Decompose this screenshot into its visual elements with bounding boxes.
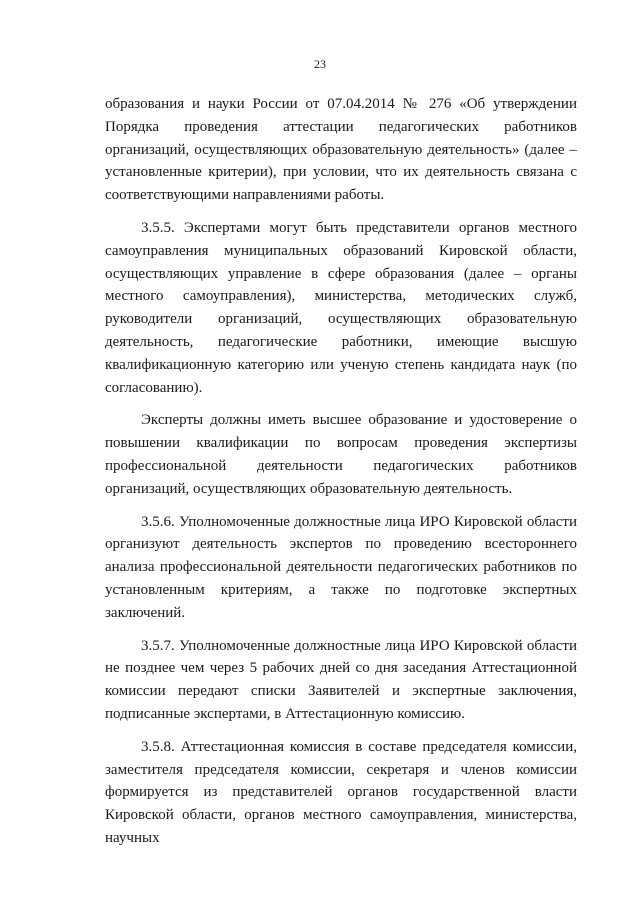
paragraph-3-5-7: 3.5.7. Уполномоченные должностные лица ИРО Кировской области не позднее чем через 5 рабочих дней со дня заседания Аттестационной комиссии передают списки Заявителей и экспертные заключения, подписанные экспертами, в Аттестационную комиссию. [105,637,577,722]
paragraph-3-5-6: 3.5.6. Уполномоченные должностные лица ИРО Кировской области организуют деятельность экспертов по проведению всестороннего анализа профессиональной деятельности педагогических работников по установленным критериям, а также по подготовке экспертных заключений. [105,513,577,621]
paragraph-3-5-5: 3.5.5. Экспертами могут быть представители органов местного самоуправления муниципальных образований Кировской области, осуществляющих управление в сфере образования (далее – органы местного самоуправления), министерства, методических служб, руководители организаций, осуществляющих образовательную деятельность, педагогические работники, имеющие высшую квалификационную категорию или ученую степень кандидата наук (по согласованию). [105,219,577,396]
paragraph-3-5-8: 3.5.8. Аттестационная комиссия в составе председателя комиссии, заместителя председателя комиссии, секретаря и членов комиссии формируется из представителей органов государственной власти Кировской области, органов местного самоуправления, министерства, научных [105,738,577,846]
paragraph-experts-requirements: Эксперты должны иметь высшее образование и удостоверение о повышении квалификации по вопросам проведения экспертизы профессиональной деятельности педагогических работников организаций, осуществляющих образовательную деятельность. [105,412,577,497]
paragraph-continuation: образования и науки России от 07.04.2014 № 276 «Об утверждении Порядка проведения аттестации педагогических работников организаций, осуществляющих образовательную деятельность» (далее – установленные критерии), при условии, что их деятельность связана с соответствующими направлениями работы. [105,96,577,204]
page-number: 23 [314,57,326,71]
document-body [105,93,577,850]
